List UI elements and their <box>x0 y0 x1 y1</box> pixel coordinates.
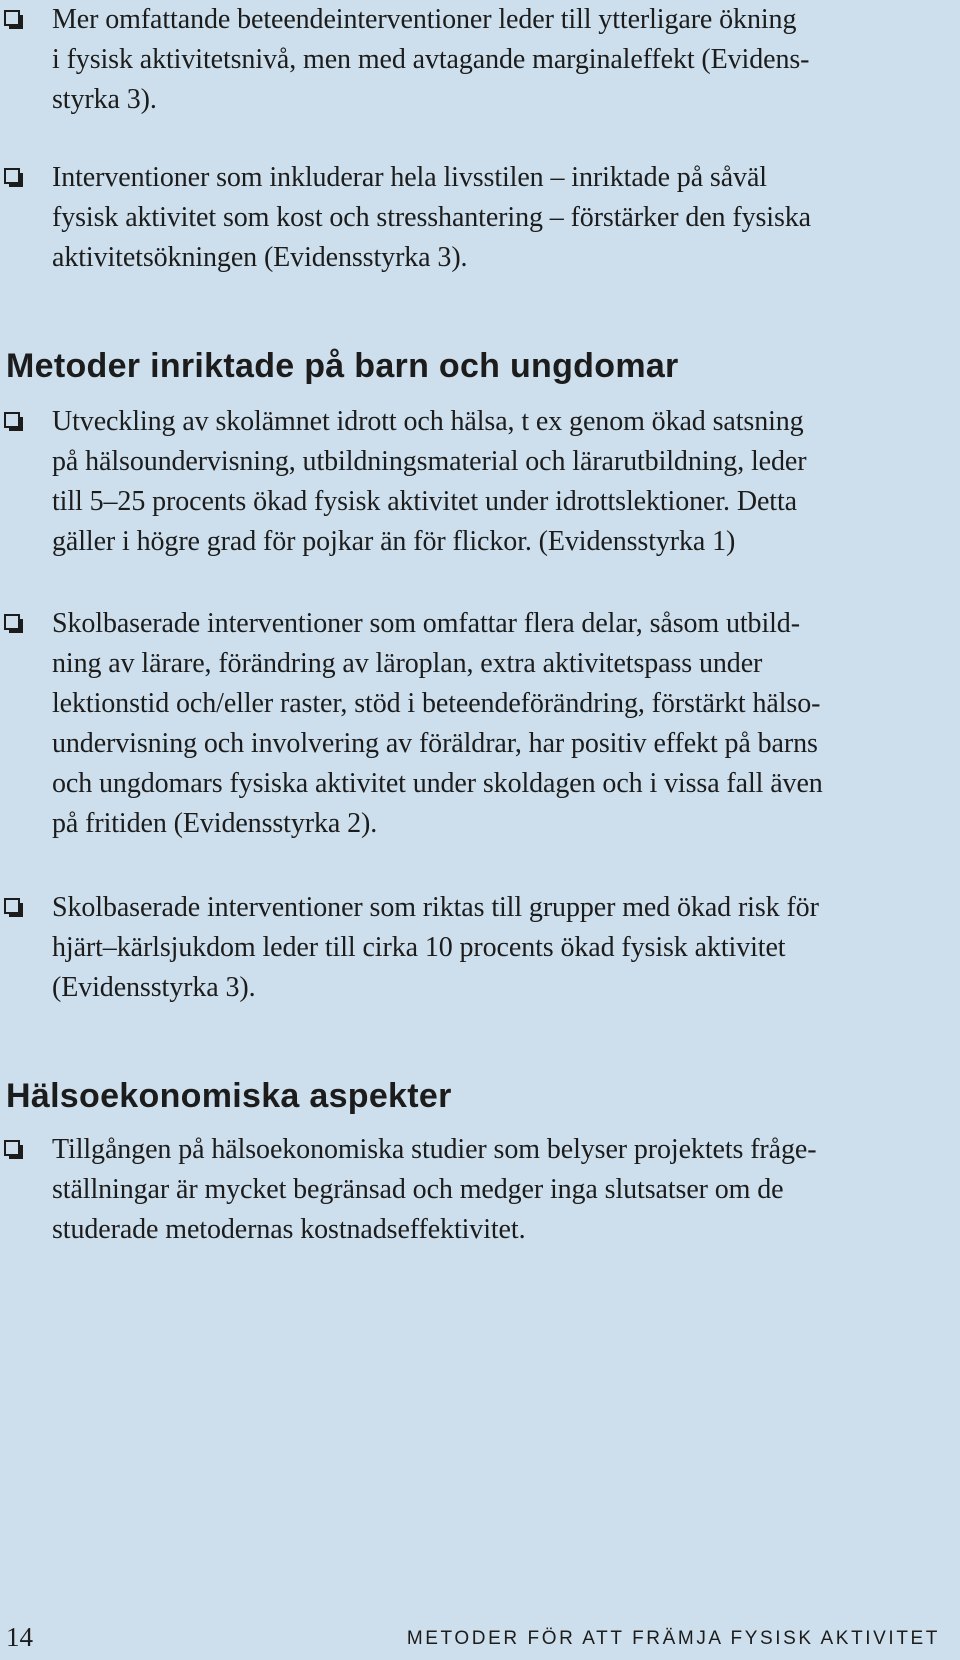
bullet-item <box>0 0 945 120</box>
text-line: (Evidensstyrka 3). <box>52 972 256 1003</box>
checkbox-icon <box>4 614 20 630</box>
text-line: Tillgången på hälsoekonomiska studier som belyser projektets fråge- <box>52 1134 817 1165</box>
bullet-item <box>0 1130 945 1250</box>
text-line: fysisk aktivitet som kost och stresshantering – förstärker den fysiska <box>52 202 811 233</box>
checkbox-icon <box>4 10 20 26</box>
text-line: i fysisk aktivitetsnivå, men med avtagande marginaleffekt (Evidens- <box>52 44 810 75</box>
checkbox-icon <box>4 412 20 428</box>
checkbox-icon <box>4 898 20 914</box>
text-line: lektionstid och/eller raster, stöd i beteendeförändring, förstärkt hälso- <box>52 688 821 719</box>
text-line: Skolbaserade interventioner som riktas till grupper med ökad risk för <box>52 892 819 923</box>
text-line: och ungdomars fysiska aktivitet under skoldagen och i vissa fall även <box>52 768 823 799</box>
bullet-text <box>52 0 945 120</box>
text-line: aktivitetsökningen (Evidensstyrka 3). <box>52 242 468 273</box>
text-line: på hälsoundervisning, utbildningsmaterial och lärarutbildning, leder <box>52 446 807 477</box>
checkbox-icon <box>4 1140 20 1156</box>
text-line: studerade metodernas kostnadseffektivitet. <box>52 1214 526 1245</box>
bullet-text <box>52 1130 945 1250</box>
text-line: Interventioner som inkluderar hela livsstilen – inriktade på såväl <box>52 162 767 193</box>
text-line: till 5–25 procents ökad fysisk aktivitet under idrottslektioner. Detta <box>52 486 797 517</box>
text-line: på fritiden (Evidensstyrka 2). <box>52 808 378 839</box>
bullet-text <box>52 158 945 278</box>
page-number: 14 <box>6 1622 33 1652</box>
checkbox-icon <box>4 168 20 184</box>
bullet-text <box>52 402 945 562</box>
bullet-item <box>0 402 945 562</box>
text-line: Utveckling av skolämnet idrott och hälsa, t ex genom ökad satsning <box>52 406 804 437</box>
text-line: styrka 3). <box>52 84 157 115</box>
text-line: ställningar är mycket begränsad och medger inga slutsatser om de <box>52 1174 784 1205</box>
bullet-item <box>0 158 945 278</box>
text-line: gäller i högre grad för pojkar än för flickor. (Evidensstyrka 1) <box>52 526 736 557</box>
text-line: hjärt–kärlsjukdom leder till cirka 10 procents ökad fysisk aktivitet <box>52 932 786 963</box>
section-heading: Hälsoekonomiska aspekter <box>6 1077 452 1115</box>
text-line: Mer omfattande beteendeinterventioner leder till ytterligare ökning <box>52 4 797 35</box>
text-line: Skolbaserade interventioner som omfattar flera delar, såsom utbild- <box>52 608 800 639</box>
text-line: undervisning och involvering av föräldrar, har positiv effekt på barns <box>52 728 818 759</box>
section-heading: Metoder inriktade på barn och ungdomar <box>6 347 679 385</box>
running-title: METODER FÖR ATT FRÄMJA FYSISK AKTIVITET <box>406 1628 940 1649</box>
bullet-item <box>0 604 945 844</box>
bullet-text <box>52 604 945 844</box>
bullet-item <box>0 888 945 1008</box>
text-line: ning av lärare, förändring av läroplan, extra aktivitetspass under <box>52 648 763 679</box>
bullet-text <box>52 888 945 1008</box>
